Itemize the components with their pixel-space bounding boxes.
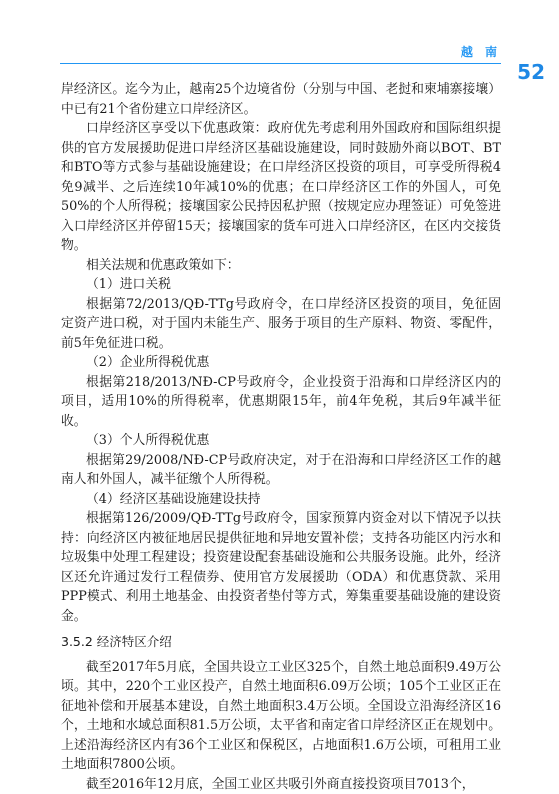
paragraph-regulations-intro: 相关法规和优惠政策如下： <box>61 256 501 276</box>
header-rule <box>60 63 501 64</box>
paragraph-personal-tax: 根据第29/2008/NĐ-CP号政府决定，对于在沿海和口岸经济区工作的越南人和外国人，减半征缴个人所得税。 <box>61 451 501 490</box>
paragraph-fdi-projects: 截至2016年12月底，全国工业区共吸引外商直接投资项目7013个， <box>61 775 501 794</box>
section-heading-special-zones: 3.5.2 经济特区介绍 <box>61 632 501 652</box>
subheading-personal-tax: （3）个人所得税优惠 <box>61 431 501 451</box>
paragraph-infrastructure: 根据第126/2009/QĐ-TTg号政府令，国家预算内资金对以下情况予以扶持：向经济区内被征地居民提供征地和异地安置补偿；支持各功能区内污水和垃圾集中处理工程建设；投资建设配套基础设施和公共服务设施。此外，经济区还允许通过发行工程债券、使用官方发展援助（ODA）和优惠贷款、采用PPP模式、利用土地基金、由投资者垫付等方式，筹集重要基础设施的建设资金。 <box>61 509 501 626</box>
subheading-import-tax: （1）进口关税 <box>61 275 501 295</box>
paragraph-industrial-zones: 截至2017年5月底，全国共设立工业区325个，自然土地总面积9.49万公顷。其中，220个工业区投产，自然土地面积6.09万公顷；105个工业区正在征地补偿和开展基本建设，自然土地面积3.4万公顷。全国设立沿海经济区16个，土地和水域总面积81.5万公顷，太平省和南定省口岸经济区正在规划中。上述沿海经济区内有36个工业区和保税区，占地面积1.6万公顷，可租用工业土地面积7800公顷。 <box>61 658 501 775</box>
page-body <box>61 80 501 794</box>
paragraph-border-zones-count: 岸经济区。迄今为止，越南25个边境省份（分别与中国、老挝和柬埔寨接壤）中已有21个省份建立口岸经济区。 <box>61 80 501 119</box>
subheading-corporate-tax: （2）企业所得税优惠 <box>61 353 501 373</box>
page-number: 52 <box>517 60 545 84</box>
paragraph-corporate-tax: 根据第218/2013/NĐ-CP号政府令，企业投资于沿海和口岸经济区内的项目，适用10%的所得税率，优惠期限15年，前4年免税，其后9年减半征收。 <box>61 373 501 432</box>
paragraph-preferential-policies: 口岸经济区享受以下优惠政策：政府优先考虑利用外国政府和国际组织提供的官方发展援助促进口岸经济区基础设施建设，同时鼓励外商以BOT、BT和BTO等方式参与基础设施建设；在口岸经济区投资的项目，可享受所得税4免9减半、之后连续10年减10%的优惠；在口岸经济区工作的外国人，可免50%的个人所得税；接壤国家公民持因私护照（按规定应办理签证）可免签进入口岸经济区并停留15天；接壤国家的货车可进入口岸经济区，在区内交接货物。 <box>61 119 501 256</box>
page-header <box>0 0 559 92</box>
paragraph-import-tax: 根据第72/2013/QĐ-TTg号政府令，在口岸经济区投资的项目，免征固定资产进口税，对于国内未能生产、服务于项目的生产原料、物资、零配件，前5年免征进口税。 <box>61 295 501 354</box>
running-title: 越 南 <box>461 43 501 60</box>
subheading-infrastructure: （4）经济区基础设施建设扶持 <box>61 490 501 510</box>
